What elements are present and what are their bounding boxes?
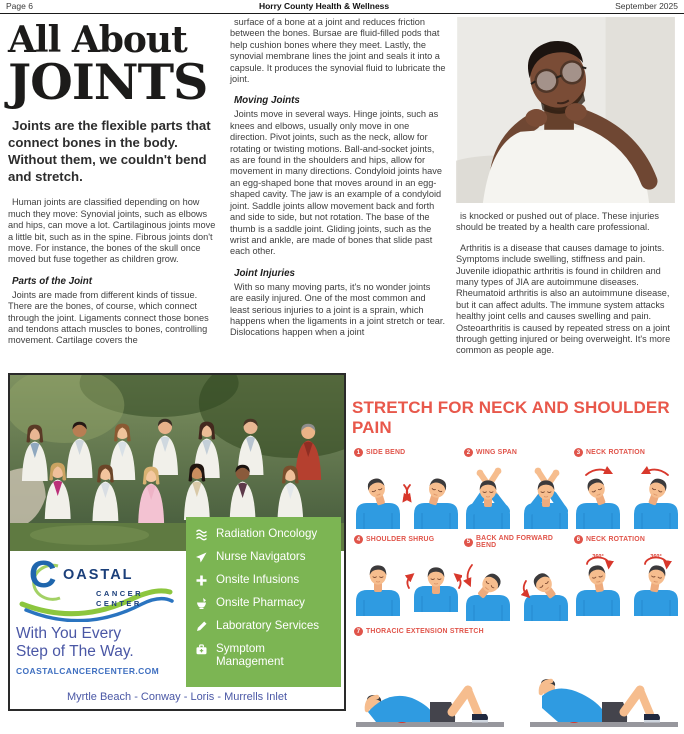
tagline-line1: With You Every <box>16 625 122 642</box>
article-column-1 <box>8 17 220 366</box>
rotation-degrees-label: 360° <box>592 554 604 560</box>
radiation-waves-icon <box>195 528 208 541</box>
step-side-bend <box>352 448 462 531</box>
service-item <box>195 596 333 610</box>
step-number-badge: 7 <box>354 627 363 636</box>
step-label <box>354 448 462 457</box>
step-name: SIDE BEND <box>366 449 406 456</box>
article-title-line2: JOINTS <box>8 53 208 112</box>
wing-span-illustration <box>462 459 572 531</box>
neck-rotation-illustration <box>572 459 682 531</box>
section-heading-moving-joints: Moving Joints <box>234 95 300 107</box>
service-label: Symptom Management <box>216 642 284 668</box>
step-label <box>574 535 682 544</box>
neck-rotation-360-illustration <box>572 546 682 618</box>
service-label: Onsite Pharmacy <box>216 596 305 609</box>
step-name: SHOULDER SHRUG <box>366 536 435 543</box>
service-item <box>195 527 333 541</box>
infographic-title: STRETCH FOR NECK AND SHOULDER PAIN <box>352 398 670 437</box>
step-neck-rotation-2 <box>572 535 682 623</box>
mortar-pestle-icon <box>195 597 208 610</box>
step-back-and-forward-bend <box>462 535 572 623</box>
rotation-degrees-label: 360° <box>650 554 662 560</box>
service-label: Nurse Navigators <box>216 550 306 563</box>
stretch-infographic <box>352 388 684 734</box>
infographic-row-1 <box>352 448 684 531</box>
infographic-row-2 <box>352 535 684 623</box>
step-name: BACK AND FORWARD BEND <box>476 535 554 549</box>
step-number-badge: 1 <box>354 448 363 457</box>
service-label: Radiation Oncology <box>216 527 318 540</box>
step-number-badge: 4 <box>354 535 363 544</box>
step-label <box>464 535 572 549</box>
shoulder-shrug-illustration <box>352 546 462 618</box>
service-item <box>195 573 333 587</box>
service-item <box>195 619 333 633</box>
services-panel <box>186 517 341 687</box>
logo-initial-c: C <box>29 554 57 596</box>
step-thoracic-extension <box>352 627 684 734</box>
page-header <box>0 0 684 14</box>
article-paragraph: surface of a bone at a joint and reduces friction between the bones. Bursae are fluid-filled pods that help cushion bones where they meet. Lastly, the synovial membrane lines the joint and seals it into a capsule. It produces the synovial fluid to lubricate the joint. <box>230 17 446 85</box>
service-item <box>195 642 333 668</box>
coastal-cancer-center-ad <box>8 373 346 711</box>
logo-brand-name: OASTAL <box>63 567 134 583</box>
step-neck-rotation-1 <box>572 448 682 531</box>
plus-icon <box>195 574 208 587</box>
article-column-3 <box>456 17 676 366</box>
step-number-badge: 2 <box>464 448 473 457</box>
step-number-badge: 3 <box>574 448 583 457</box>
paper-plane-icon <box>195 551 208 564</box>
tagline-line2: Step of The Way. <box>16 642 134 660</box>
step-shoulder-shrug <box>352 535 462 623</box>
neck-pain-photo <box>456 17 676 203</box>
ad-locations: Myrtle Beach - Conway - Loris - Murrells Inlet <box>10 688 344 706</box>
pen-icon <box>195 620 208 633</box>
ad-website-url: COASTALCANCERCENTER.COM <box>16 665 160 676</box>
article-paragraph: Joints are made from different kinds of tissue. There are the bones, of course, which connect through the joint. Ligaments connect those bones and tendons attach muscles to bones, controlling movement. Cartilage covers the <box>8 289 209 346</box>
side-bend-illustration <box>352 459 462 531</box>
article-paragraph: Arthritis is a disease that causes damage to joints. Symptoms include swelling, stiffness and pain. Juvenile idiopathic arthritis is found in children and many types of JIA are autoimmune diseases. Rheumatoid arthritis is also an autoimmune disease, but it can affect adults. The immune system attacks healthy joint cells and causes swelling and pain. Osteoarthritis is caused by repeated stress on a joint through getting injured or being overweight. It's more common as people age. <box>456 242 671 356</box>
article-paragraph: With so many moving parts, it's no wonder joints are easily injured. One of the most common and least serious injuries to a joint is a sprain, which happens when the ligaments in a joint stretch or tear. Dislocations happen when a joint <box>230 281 446 338</box>
section-heading-parts-of-the-joint: Parts of the Joint <box>12 275 93 287</box>
step-number-badge: 6 <box>574 535 583 544</box>
page-number: Page 6 <box>6 1 33 11</box>
article-paragraph: Joints move in several ways. Hinge joints, such as knees and elbows, usually only move in one direction. Pivot joints, such as the neck, allow for rotating or twisting motions. Ball-and-socket joints, as are found in the shoulders and hips, allow for movement in many directions. Condyloid joints have an egg-shaped bone that moves around in an egg-shaped cavity. The jaw is an example of a condyloid joint. Saddle joints allow movement back and forth and side to side, but not rotation. The base of the thumb is a saddle joint. Gliding joints, such as the wrist and ankle, are made of bones that slide past each other. <box>230 109 442 257</box>
back-forward-bend-illustration <box>462 551 572 623</box>
coastal-logo-area <box>16 554 182 676</box>
article-title <box>8 19 220 112</box>
service-label: Laboratory Services <box>216 619 320 632</box>
step-label <box>354 627 684 636</box>
ad-tagline <box>16 625 182 661</box>
step-label <box>464 448 572 457</box>
step-name: NECK ROTATION <box>586 449 645 456</box>
article-title-line1: All About <box>8 19 187 61</box>
article-paragraph: is knocked or pushed out of place. These injuries should be treated by a health care professional. <box>456 211 660 233</box>
article-paragraph: Human joints are classified depending on how much they move: Synovial joints, such as elbows and hips, can move a lot. Cartilaginous joints move a little bit, such as in the spine. Fibrous joints don't move. For instance, the bones of the skull once moved but fuse together as children grow. <box>8 197 216 265</box>
step-name: NECK ROTATION <box>586 536 645 543</box>
section-heading-joint-injuries: Joint Injuries <box>234 267 295 279</box>
publication-title: Horry County Health & Wellness <box>258 1 390 11</box>
service-item <box>195 550 333 564</box>
medical-bag-icon <box>195 643 208 656</box>
step-number-badge: 5 <box>464 538 473 547</box>
article-intro: Joints are the flexible parts that connect bones in the body. Without them, we couldn't bend and stretch. <box>8 118 211 184</box>
service-label: Onsite Infusions <box>216 573 300 586</box>
coastal-cancer-center-logo <box>16 554 182 622</box>
logo-word-cancer: CANCER <box>96 589 144 598</box>
article-columns <box>8 17 676 366</box>
step-name: WING SPAN <box>476 449 518 456</box>
step-name: THORACIC EXTENSION STRETCH <box>366 628 484 635</box>
step-label <box>354 535 462 544</box>
step-wing-span <box>462 448 572 531</box>
issue-date: September 2025 <box>615 1 678 11</box>
article-column-2 <box>230 17 446 366</box>
logo-word-center: CENTER <box>96 599 142 608</box>
step-label <box>574 448 682 457</box>
